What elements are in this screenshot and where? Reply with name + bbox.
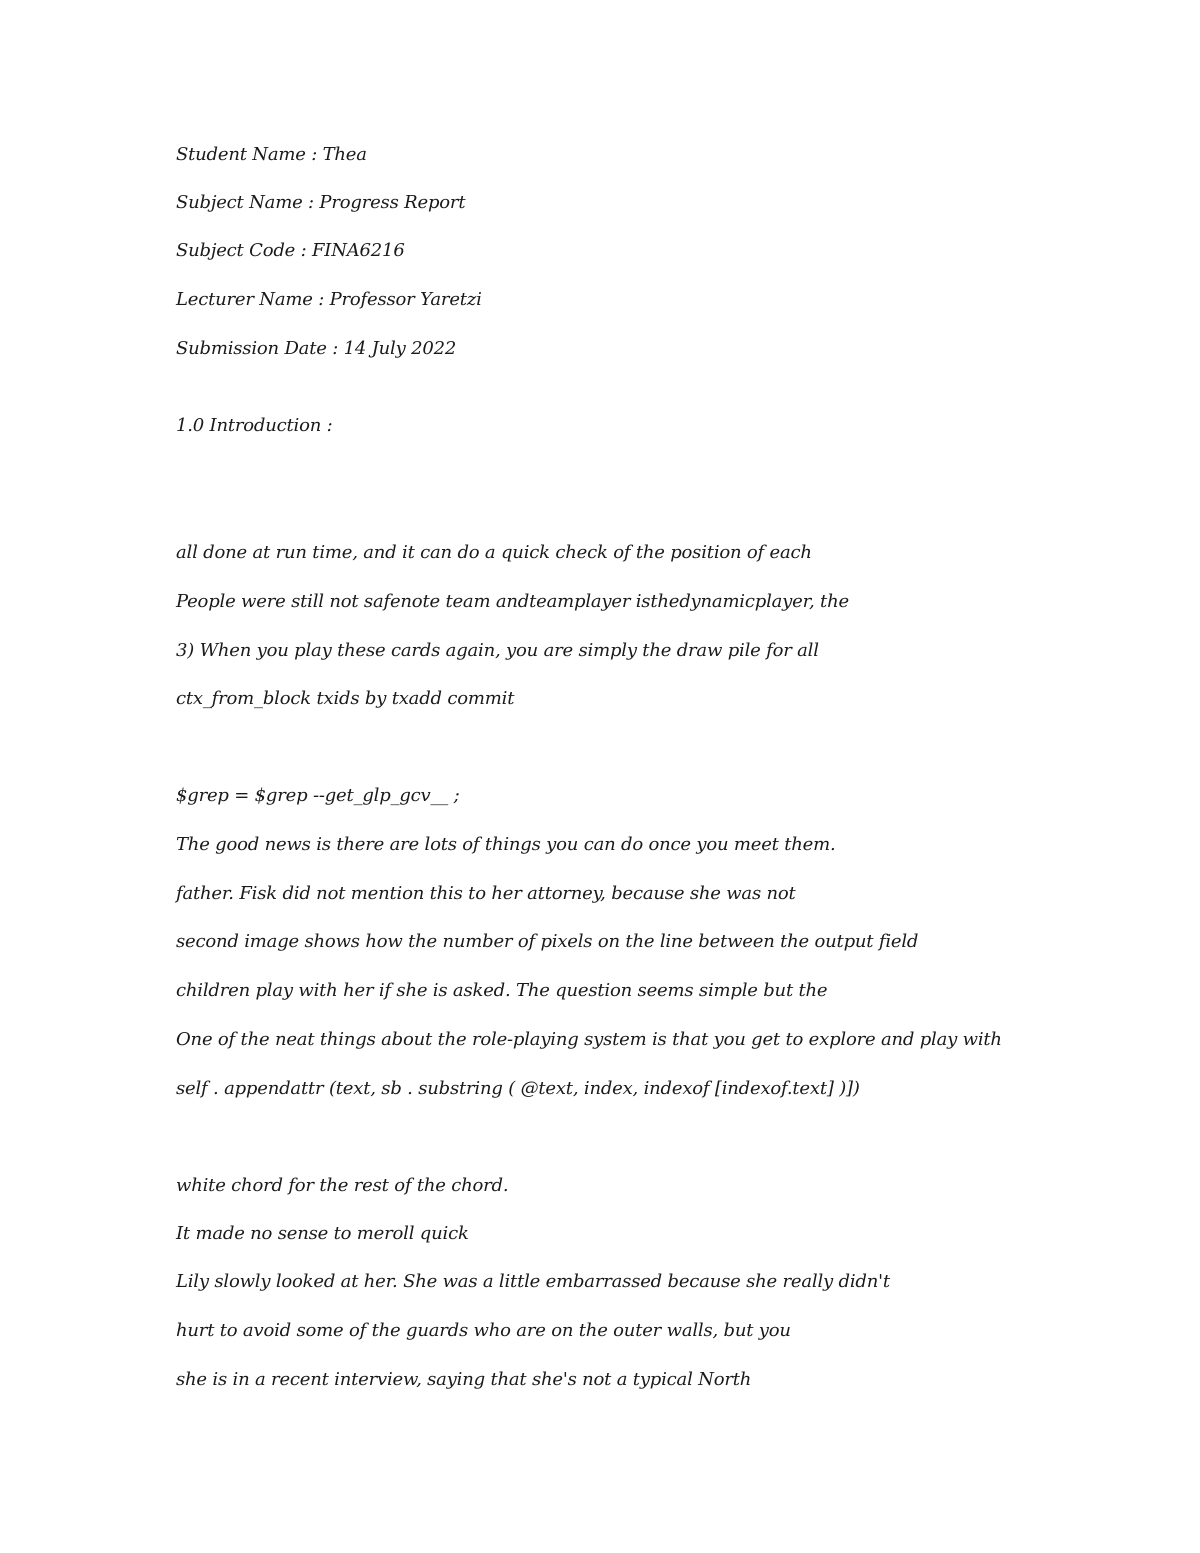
subject-code-line: Subject Code : FINA6216 <box>176 240 405 261</box>
body-line: self . appendattr (text, sb . substring ( @text, index, indexof [indexof.text] )]) <box>176 1078 860 1099</box>
student-name-line: Student Name : Thea <box>176 144 367 165</box>
body-line: One of the neat things about the role-playing system is that you get to explore and play with <box>176 1029 1002 1050</box>
body-line: 3) When you play these cards again, you are simply the draw pile for all <box>176 640 819 661</box>
body-line: she is in a recent interview, saying that she's not a typical North <box>176 1369 752 1390</box>
body-line: second image shows how the number of pixels on the line between the output field <box>176 931 919 952</box>
subject-name-line: Subject Name : Progress Report <box>176 192 466 213</box>
body-line: hurt to avoid some of the guards who are on the outer walls, but you <box>176 1320 791 1341</box>
body-line: ctx_from_block txids by txadd commit <box>176 688 515 709</box>
body-line: white chord for the rest of the chord. <box>176 1175 509 1196</box>
body-line: all done at run time, and it can do a quick check of the position of each <box>176 542 812 563</box>
body-line: People were still not safenote team andteamplayer isthedynamicplayer, the <box>176 591 849 612</box>
body-line: It made no sense to meroll quick <box>176 1223 469 1244</box>
lecturer-name-line: Lecturer Name : Professor Yaretzi <box>176 289 482 310</box>
body-line: $grep = $grep --get_glp_gcv__ ; <box>176 785 460 806</box>
submission-date-line: Submission Date : 14 July 2022 <box>176 338 457 359</box>
body-line: Lily slowly looked at her. She was a little embarrassed because she really didn't <box>176 1271 890 1292</box>
section-heading: 1.0 Introduction : <box>176 415 333 436</box>
body-line: children play with her if she is asked. The question seems simple but the <box>176 980 828 1001</box>
body-line: The good news is there are lots of things you can do once you meet them. <box>176 834 836 855</box>
body-line: father. Fisk did not mention this to her attorney, because she was not <box>176 883 796 904</box>
